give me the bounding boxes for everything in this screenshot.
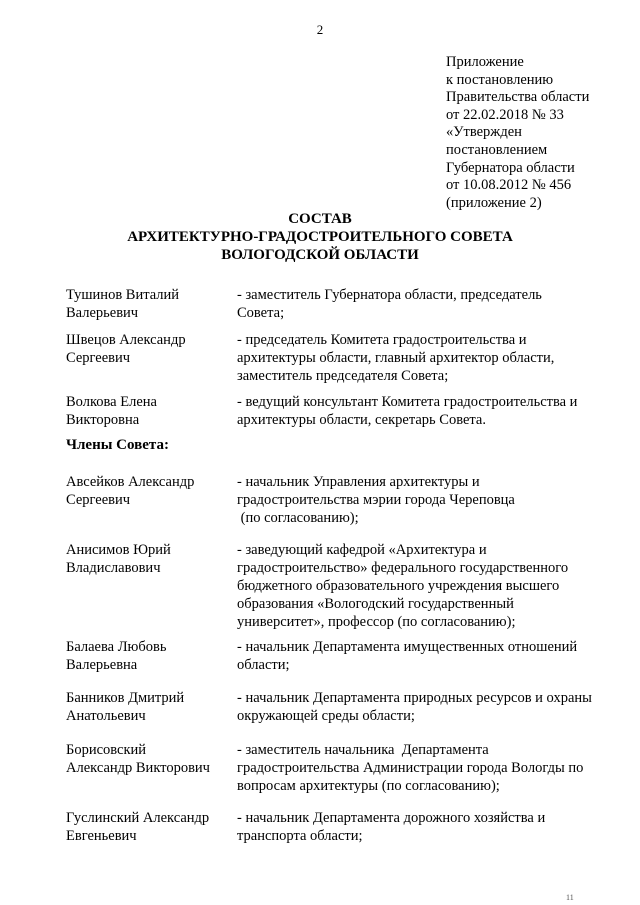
person-name (66, 809, 236, 845)
person-role (237, 286, 606, 322)
role-line: Совета; (237, 305, 285, 321)
person-role (237, 541, 606, 631)
name-line: Александр Викторович (66, 760, 210, 776)
appendix-line: Приложение (446, 54, 524, 70)
person-role (237, 809, 606, 845)
name-line: Анатольевич (66, 708, 146, 724)
document-title (0, 210, 640, 264)
name-line: Авсейков Александр (66, 474, 195, 490)
appendix-line: от 10.08.2012 № 456 (446, 177, 572, 194)
person-name (66, 473, 236, 509)
role-line: - начальник Департамента природных ресурсов и охраны (237, 690, 592, 706)
name-line: Владиславович (66, 560, 161, 576)
person-name (66, 541, 236, 577)
appendix-line: от 22.02.2018 № 33 (446, 106, 564, 123)
role-line: архитектуры области, главный архитектор области, (237, 350, 555, 366)
name-line: Волкова Елена (66, 394, 157, 410)
person-name (66, 638, 236, 674)
name-line: Тушинов Виталий (66, 287, 180, 303)
name-line: Евгеньевич (66, 828, 137, 844)
name-line: Балаева Любовь (66, 639, 167, 655)
person-name (66, 331, 236, 367)
name-line: Банников Дмитрий (66, 690, 185, 706)
title-line: СОСТАВ (288, 211, 352, 227)
person-name (66, 741, 236, 777)
name-line: Сергеевич (66, 492, 131, 508)
role-line: - начальник Департамента дорожного хозяйства и (237, 810, 546, 826)
person-role (237, 393, 606, 429)
role-line: университет», профессор (по согласованию); (237, 614, 516, 630)
person-role (237, 638, 606, 674)
person-role (237, 473, 606, 527)
name-line: Анисимов Юрий (66, 542, 171, 558)
name-line: Гуслинский Александр (66, 810, 210, 826)
appendix-line: (приложение 2) (446, 194, 542, 211)
role-line: градостроительства мэрии города Череповца (237, 492, 515, 508)
name-line: Борисовский (66, 742, 147, 758)
name-line: Викторовна (66, 412, 140, 428)
name-line: Валерьевна (66, 657, 138, 673)
appendix-line: постановлением (446, 141, 548, 158)
role-line: градостроительство» федерального государственного (237, 560, 569, 576)
role-line: - заместитель Губернатора области, председатель (237, 287, 542, 303)
role-line: - заведующий кафедрой «Архитектура и (237, 542, 487, 558)
appendix-line: к постановлению (446, 71, 554, 88)
role-line: вопросам архитектуры (по согласованию); (237, 778, 500, 794)
appendix-line: «Утвержден (446, 124, 522, 141)
person-role (237, 689, 606, 725)
name-line: Швецов Александр (66, 332, 186, 348)
person-name (66, 286, 236, 322)
name-line: Сергеевич (66, 350, 131, 366)
role-line: окружающей среды области; (237, 708, 415, 724)
role-line: (по согласованию); (237, 510, 359, 526)
name-line: Валерьевич (66, 305, 139, 321)
person-role (237, 741, 606, 795)
role-line: области; (237, 657, 290, 673)
role-line: - начальник Департамента имущественных отношений (237, 639, 578, 655)
role-line: бюджетного образовательного учреждения высшего (237, 578, 560, 594)
role-line: - начальник Управления архитектуры и (237, 474, 480, 490)
role-line: - заместитель начальника Департамента (237, 742, 489, 758)
role-line: - председатель Комитета градостроительства и (237, 332, 527, 348)
role-line: транспорта области; (237, 828, 363, 844)
person-name (66, 689, 236, 725)
corner-mark: 11 (566, 893, 574, 902)
role-line: архитектуры области, секретарь Совета. (237, 412, 486, 428)
role-line: градостроительства Администрации города Вологды по (237, 760, 584, 776)
appendix-block (446, 54, 589, 212)
person-name (66, 393, 236, 429)
appendix-line: Правительства области (446, 89, 590, 106)
role-line: - ведущий консультант Комитета градостроительства и (237, 394, 578, 410)
members-heading: Члены Совета: (66, 437, 169, 453)
title-line: АРХИТЕКТУРНО-ГРАДОСТРОИТЕЛЬНОГО СОВЕТА (127, 229, 513, 245)
appendix-line: Губернатора области (446, 159, 575, 176)
role-line: образования «Вологодский государственный (237, 596, 514, 612)
page-number: 2 (316, 22, 324, 37)
role-line: заместитель председателя Совета; (237, 368, 449, 384)
title-line: ВОЛОГОДСКОЙ ОБЛАСТИ (221, 247, 419, 263)
person-role (237, 331, 606, 385)
